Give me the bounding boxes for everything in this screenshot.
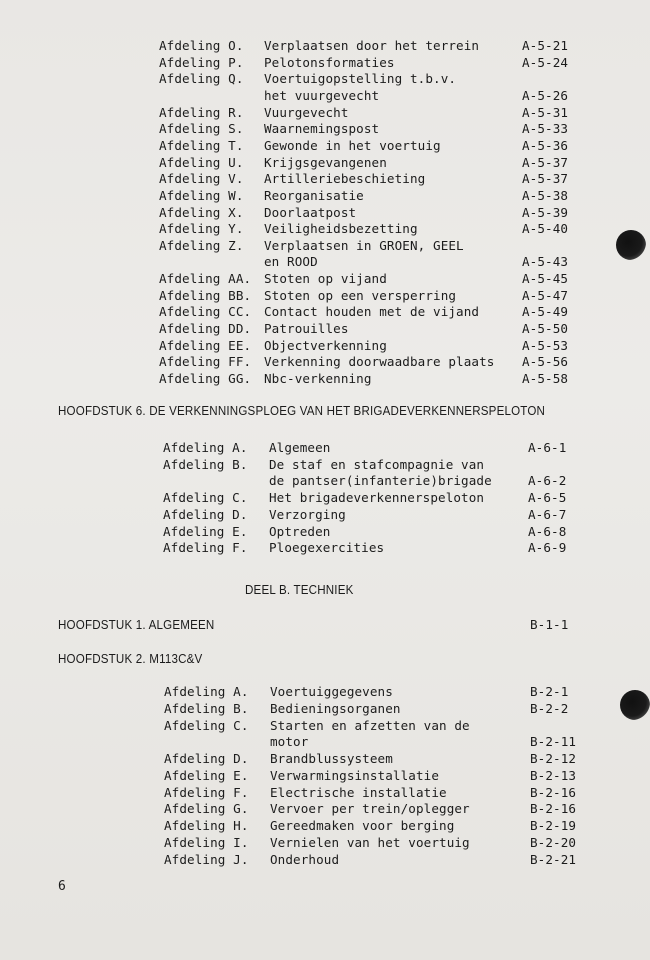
chapter-heading-b1	[0, 616, 650, 634]
entry-ref: A-5-58	[522, 371, 569, 386]
toc-entry	[0, 834, 650, 851]
entry-ref: A-5-43	[522, 254, 569, 270]
entry-title: Gereedmaken voor berging	[270, 818, 455, 833]
entry-label: Afdeling R.	[159, 104, 244, 120]
entry-label: Afdeling C.	[164, 717, 249, 733]
entry-label: Afdeling A.	[163, 440, 248, 455]
toc-entry	[0, 370, 650, 387]
entry-ref: A-5-33	[522, 121, 569, 137]
entry-label: Afdeling O.	[159, 38, 244, 53]
entry-label: Afdeling GG.	[159, 371, 252, 386]
entry-label: Afdeling B.	[164, 700, 249, 716]
toc-entry	[0, 320, 650, 337]
entry-label: Afdeling Q.	[159, 71, 244, 87]
entry-ref: A-5-47	[522, 287, 569, 303]
entry-label: Afdeling J.	[164, 851, 249, 867]
entry-title: Gewonde in het voertuig	[264, 137, 441, 153]
entry-ref: A-6-7	[528, 506, 567, 522]
toc-entry	[0, 187, 650, 204]
entry-ref: A-5-39	[522, 204, 569, 220]
toc-entry	[0, 120, 650, 137]
entry-title: Contact houden met de vijand	[264, 304, 480, 320]
entry-label: Afdeling V.	[159, 171, 244, 187]
entry-title: Starten en afzetten van de	[270, 717, 470, 733]
entry-ref: A-5-49	[522, 304, 569, 320]
entry-label: Afdeling CC.	[159, 304, 252, 320]
entry-title: Verzorging	[269, 506, 346, 522]
toc-entry	[0, 489, 650, 506]
entry-title: Veiligheidsbezetting	[264, 221, 418, 237]
entry-title: de pantser(infanterie)brigade	[269, 473, 492, 489]
toc-entry	[0, 270, 650, 287]
entry-label: Afdeling Z.	[159, 237, 244, 253]
entry-ref: A-5-40	[522, 221, 569, 237]
toc-entry	[0, 37, 650, 54]
entry-label: Afdeling A.	[164, 684, 249, 699]
entry-label: Afdeling E.	[164, 767, 249, 783]
toc-entry	[0, 54, 650, 71]
entry-title: Artilleriebeschieting	[264, 171, 426, 187]
chapter-b1-ref: B-1-1	[530, 617, 569, 632]
toc-entry	[0, 439, 650, 456]
toc-entry	[0, 70, 650, 87]
entry-label: Afdeling I.	[164, 834, 249, 850]
toc-entry	[0, 337, 650, 354]
entry-title: De staf en stafcompagnie van	[269, 456, 485, 472]
toc-entry	[0, 784, 650, 801]
toc-entry	[0, 767, 650, 784]
toc-entry	[0, 733, 650, 750]
toc-entry	[0, 472, 650, 489]
entry-title: Optreden	[269, 523, 331, 539]
toc-entry	[0, 137, 650, 154]
chapter-heading-b2	[0, 650, 650, 668]
entry-title: Verplaatsen door het terrein	[264, 38, 480, 53]
entry-title: Pelotonsformaties	[264, 54, 395, 70]
entry-title: Vernielen van het voertuig	[270, 834, 470, 850]
toc-entry	[0, 303, 650, 320]
entry-ref: B-2-1	[530, 684, 569, 699]
toc-entry	[0, 170, 650, 187]
entry-ref: A-5-53	[522, 337, 569, 353]
entry-ref: A-5-21	[522, 38, 569, 53]
entry-label: Afdeling DD.	[159, 321, 252, 337]
entry-title: Voertuigopstelling t.b.v.	[264, 71, 457, 87]
entry-ref: A-5-38	[522, 187, 569, 203]
entry-ref: A-5-36	[522, 137, 569, 153]
entry-ref: A-5-37	[522, 171, 569, 187]
toc-entry	[0, 204, 650, 221]
entry-title: Electrische installatie	[270, 784, 447, 800]
entry-title: Waarnemingspost	[264, 121, 380, 137]
part-b-title: DEEL B. TECHNIEK	[245, 583, 354, 597]
entry-title: Stoten op een versperring	[264, 287, 457, 303]
punch-hole-bottom	[620, 690, 650, 720]
toc-entry	[0, 506, 650, 523]
entry-ref: B-2-11	[530, 734, 577, 750]
entry-ref: B-2-21	[530, 851, 577, 867]
entry-label: Afdeling W.	[159, 187, 244, 203]
toc-entry	[0, 237, 650, 254]
toc-entry	[0, 539, 650, 556]
entry-title: en ROOD	[264, 254, 318, 270]
entry-ref: B-2-16	[530, 801, 577, 817]
entry-title: Bedieningsorganen	[270, 700, 401, 716]
entry-label: Afdeling D.	[163, 506, 248, 522]
entry-title: Objectverkenning	[264, 337, 387, 353]
toc-entry	[0, 287, 650, 304]
entry-title: Het brigadeverkennerspeloton	[269, 490, 485, 506]
entry-ref: A-5-31	[522, 104, 569, 120]
toc-entry	[0, 87, 650, 104]
entry-title: het vuurgevecht	[264, 87, 380, 103]
entry-ref: A-5-45	[522, 271, 569, 287]
entry-title: Verplaatsen in GROEN, GEEL	[264, 237, 464, 253]
entry-title: Reorganisatie	[264, 187, 364, 203]
toc-entry	[0, 104, 650, 121]
entry-label: Afdeling F.	[163, 540, 248, 556]
toc-entry	[0, 220, 650, 237]
entry-ref: B-2-16	[530, 784, 577, 800]
entry-label: Afdeling BB.	[159, 287, 252, 303]
toc-entry	[0, 154, 650, 171]
entry-label: Afdeling S.	[159, 121, 244, 137]
page-number: 6	[58, 879, 66, 894]
part-heading-b	[0, 581, 650, 599]
entry-label: Afdeling EE.	[159, 337, 252, 353]
entry-title: Verwarmingsinstallatie	[270, 767, 440, 783]
entry-title: Vuurgevecht	[264, 104, 349, 120]
toc-entry	[0, 800, 650, 817]
entry-label: Afdeling H.	[164, 818, 249, 833]
entry-ref: A-5-26	[522, 87, 569, 103]
entry-label: Afdeling C.	[163, 490, 248, 506]
entry-title: Onderhoud	[270, 851, 340, 867]
entry-ref: B-2-12	[530, 751, 577, 766]
entry-title: Ploegexercities	[269, 540, 385, 556]
entry-ref: A-5-37	[522, 154, 569, 170]
entry-label: Afdeling D.	[164, 751, 249, 766]
chapter-b2-title: HOOFDSTUK 2. M113C&V	[58, 652, 203, 666]
entry-title: Verkenning doorwaadbare plaats	[264, 354, 495, 370]
punch-hole-top	[616, 230, 646, 260]
entry-ref: B-2-20	[530, 834, 577, 850]
entry-title: Stoten op vijand	[264, 271, 387, 287]
entry-ref: A-6-8	[528, 523, 567, 539]
entry-title: Voertuiggegevens	[270, 684, 393, 699]
entry-ref: A-6-9	[528, 540, 567, 556]
entry-title: Patrouilles	[264, 321, 349, 337]
entry-label: Afdeling E.	[163, 523, 248, 539]
entry-ref: A-6-1	[528, 440, 567, 455]
entry-ref: A-5-56	[522, 354, 569, 370]
entry-label: Afdeling B.	[163, 456, 248, 472]
toc-entry	[0, 523, 650, 540]
entry-label: Afdeling T.	[159, 137, 244, 153]
toc-entry	[0, 683, 650, 700]
entry-label: Afdeling P.	[159, 54, 244, 70]
entry-title: Algemeen	[269, 440, 331, 455]
toc-entry	[0, 700, 650, 717]
entry-label: Afdeling G.	[164, 801, 249, 817]
entry-title: Nbc-verkenning	[264, 371, 372, 386]
entry-title: motor	[270, 734, 309, 750]
entry-label: Afdeling FF.	[159, 354, 252, 370]
toc-entry	[0, 253, 650, 270]
toc-entry	[0, 817, 650, 834]
entry-ref: B-2-13	[530, 767, 577, 783]
entry-ref: A-5-24	[522, 54, 569, 70]
entry-ref: B-2-2	[530, 700, 569, 716]
toc-entry	[0, 456, 650, 473]
entry-label: Afdeling AA.	[159, 271, 252, 287]
entry-title: Krijgsgevangenen	[264, 154, 387, 170]
toc-entry	[0, 750, 650, 767]
entry-label: Afdeling X.	[159, 204, 244, 220]
entry-ref: B-2-19	[530, 818, 577, 833]
chapter-a6-title: HOOFDSTUK 6. DE VERKENNINGSPLOEG VAN HET BRIGADEVERKENNERSPELOTON	[58, 404, 546, 418]
entry-label: Afdeling F.	[164, 784, 249, 800]
entry-ref: A-6-5	[528, 490, 567, 506]
toc-entry	[0, 353, 650, 370]
toc-entry	[0, 717, 650, 734]
entry-label: Afdeling U.	[159, 154, 244, 170]
chapter-heading-a6	[0, 402, 650, 420]
toc-entry	[0, 851, 650, 868]
entry-title: Brandblussysteem	[270, 751, 393, 766]
chapter-b1-title: HOOFDSTUK 1. ALGEMEEN	[58, 618, 215, 632]
entry-ref: A-6-2	[528, 473, 567, 489]
entry-label: Afdeling Y.	[159, 221, 244, 237]
entry-title: Doorlaatpost	[264, 204, 357, 220]
entry-title: Vervoer per trein/oplegger	[270, 801, 470, 817]
entry-ref: A-5-50	[522, 321, 569, 337]
